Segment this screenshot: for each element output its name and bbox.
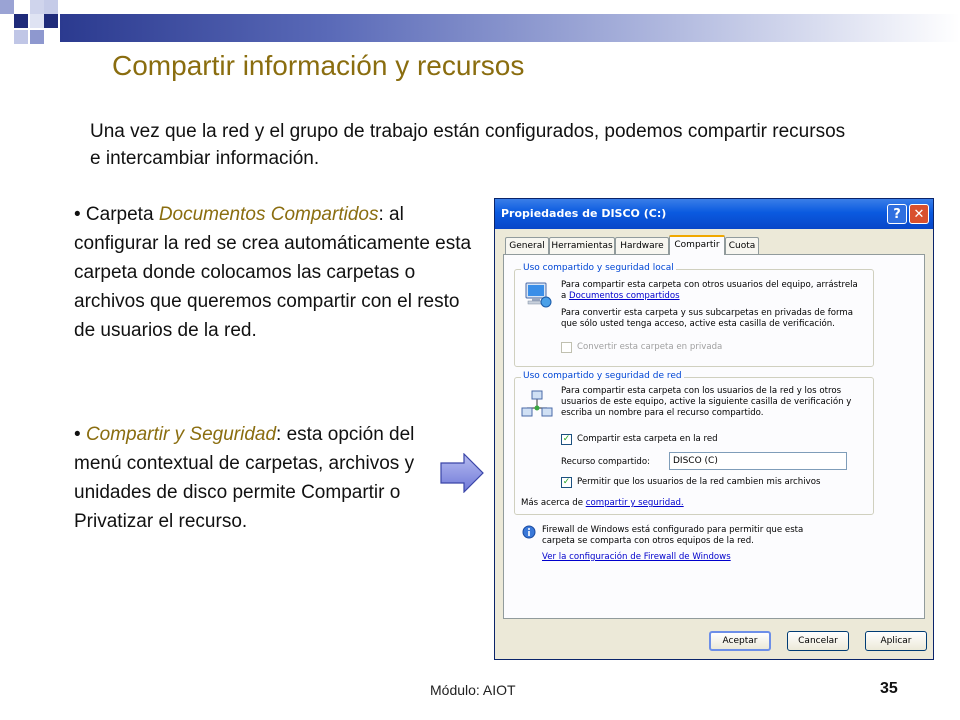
bullet-prefix: • Carpeta (74, 204, 159, 225)
local-share-text (561, 280, 861, 302)
deco-square (30, 14, 44, 28)
tab-general[interactable]: General (505, 237, 549, 254)
cancel-button[interactable]: Cancelar (787, 631, 849, 651)
permit-changes-checkbox-label: Permitir que los usuarios de la red cambien mis archivos (577, 477, 821, 487)
firewall-text: Firewall de Windows está configurado para permitir que esta carpeta se comparta con otros equipos de la red. (542, 525, 804, 546)
accept-button[interactable]: Aceptar (709, 631, 771, 651)
bullet-prefix: • (74, 424, 86, 445)
permit-changes-checkbox[interactable]: ✓ (562, 477, 571, 487)
dialog-title: Propiedades de DISCO (C:) (501, 207, 667, 220)
network-icon (521, 390, 553, 418)
deco-square (30, 30, 44, 44)
deco-square (44, 14, 58, 28)
resource-label: Recurso compartido: (561, 457, 651, 467)
share-network-checkbox-label: Compartir esta carpeta en la red (577, 434, 718, 444)
sharing-security-link[interactable]: compartir y seguridad. (585, 498, 684, 508)
network-share-text: Para compartir esta carpeta con los usuarios de la red y los otros usuarios de este equipo, active la siguiente casilla de verificación y escriba un nombre para el recurso compartido. (561, 386, 852, 418)
more-about-prefix: Más acerca de (521, 498, 583, 508)
bullet-text: : esta opción del menú contextual de carpetas, archivos y unidades de disco permite Compartir o Privatizar el recurso. (74, 424, 415, 532)
private-explanation-text: Para convertir esta carpeta y sus subcarpetas en privadas de forma que sólo usted tenga acceso, active esta casilla de verificación. (561, 308, 854, 329)
deco-square (44, 0, 58, 14)
intro-text: Una vez que la red y el grupo de trabajo están configurados, podemos compartir recursos e intercambiar información. (90, 121, 846, 169)
network-group-label: Uso compartido y seguridad de red (523, 371, 682, 381)
tab-herramientas[interactable]: Herramientas (549, 237, 615, 254)
footer-label: Módulo: AIOT (430, 682, 516, 698)
bullet-share-security (74, 420, 424, 536)
share-network-checkbox[interactable]: ✓ (562, 434, 571, 444)
more-about-text (521, 498, 684, 509)
network-sharing-group (514, 371, 874, 515)
dialog-titlebar[interactable] (495, 199, 933, 229)
properties-dialog (494, 198, 934, 660)
page-number: 35 (880, 680, 898, 697)
resource-name-input[interactable]: DISCO (C) (669, 452, 847, 470)
header-band (60, 14, 960, 42)
deco-square (30, 0, 44, 14)
firewall-settings-link[interactable]: Ver la configuración de Firewall de Windows (542, 552, 731, 562)
private-checkbox[interactable] (561, 342, 572, 353)
computer-share-icon (523, 280, 553, 310)
sharing-panel (503, 254, 925, 619)
bullet-shared-documents (74, 200, 474, 345)
bullet-emphasis: Compartir y Seguridad (85, 424, 277, 445)
help-button[interactable]: ? (887, 204, 907, 224)
info-icon (522, 525, 536, 539)
slide-title: Compartir información y recursos (112, 50, 525, 81)
private-checkbox-label: Convertir esta carpeta en privada (577, 342, 723, 352)
tab-cuota[interactable]: Cuota (725, 237, 759, 254)
tab-compartir[interactable]: Compartir (669, 235, 725, 255)
local-sharing-group (514, 263, 874, 367)
local-group-label: Uso compartido y seguridad local (523, 263, 674, 273)
local-share-sentence: Para compartir esta carpeta con otros usuarios del equipo, arrástrela a (561, 280, 858, 301)
bullet-text: : al configurar la red se crea automáticamente esta carpeta donde colocamos las carpetas o archivos que queremos compartir con el resto de usuarios de la red. (74, 204, 472, 341)
bullet-emphasis: Documentos Compartidos (158, 204, 379, 225)
tab-hardware[interactable]: Hardware (615, 237, 669, 254)
deco-square (14, 30, 28, 44)
right-arrow-icon (440, 453, 484, 493)
deco-square (14, 14, 28, 28)
close-button[interactable]: ✕ (909, 204, 929, 224)
deco-square (0, 0, 14, 14)
apply-button[interactable]: Aplicar (865, 631, 927, 651)
shared-documents-link[interactable]: Documentos compartidos (569, 291, 680, 301)
